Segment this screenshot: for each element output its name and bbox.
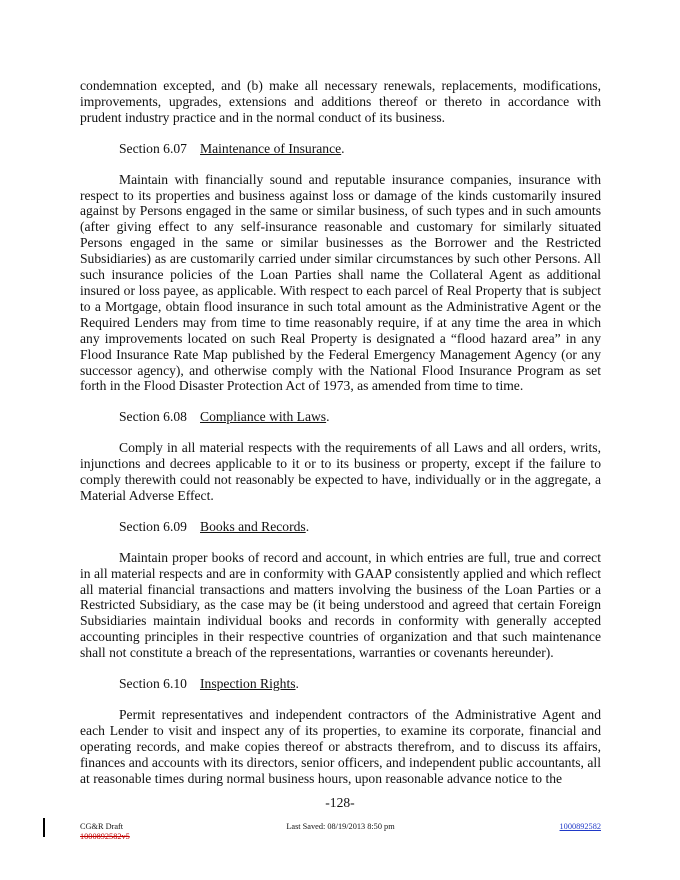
page-number: -128- [325, 795, 355, 810]
heading-period: . [305, 518, 310, 534]
section-number: Section 6.07 [119, 140, 187, 156]
revision-change-bar [43, 818, 45, 837]
section-body-6-08: Comply in all material respects with the requirements of all Laws and all orders, writs, injunctions and decrees applicable to it or to its business or property, except if the failure to comply therewith could not reasonably be expected to have, individually or in the aggregate, a Material Adverse Effect. [80, 440, 601, 503]
section-number: Section 6.10 [119, 676, 187, 692]
section-heading-6-09 [119, 519, 601, 535]
section-title: Compliance with Laws [200, 409, 327, 425]
section-number: Section 6.09 [119, 518, 187, 534]
section-body-6-10: Permit representatives and independent contractors of the Administrative Agent and each Lender to visit and inspect any of its properties, to examine its corporate, financial and operating records, and make copies thereof or abstracts therefrom, and to discuss its affairs, finances and accounts with its directors, senior officers, and independent public accountants, all at reasonable times during normal business hours, upon reasonable advance notice to the [80, 707, 601, 786]
section-heading-6-07 [119, 141, 601, 157]
heading-period: . [295, 676, 299, 692]
struck-document-id: 1000892582v5 [80, 832, 130, 841]
section-body-6-09: Maintain proper books of record and account, in which entries are full, true and correct in all material respects and are in conformity with GAAP consistently applied and which reflect all material financial transactions and matters involving the business of the Loan Parties or a Restricted Subsidiary, as the case may be (it being understood and agreed that certain Foreign Subsidiaries maintain individual books and records in conformity with generally accepted accounting principles in their respective countries of organization and that such maintenance shall not constitute a breach of the representations, warranties or covenants hereunder). [80, 549, 601, 661]
section-number: Section 6.08 [119, 409, 187, 425]
section-heading-6-08 [119, 409, 601, 425]
section-title: Inspection Rights [200, 676, 296, 692]
section-body-6-07: Maintain with financially sound and reputable insurance companies, insurance with respect to its properties and business against loss or damage of the kinds customarily insured against by Persons engaged in the same or similar business, of such types and in such amounts (after giving effect to any self-insurance reasonable and customary for similarly situated Persons engaged in the same or similar businesses as the Borrower and the Restricted Subsidiaries) as are customarily carried under similar circumstances by such other Persons. All such insurance policies of the Loan Parties shall name the Collateral Agent as additional insured or loss payee, as applicable. With respect to each parcel of Real Property that is subject to a Mortgage, obtain flood insurance in such total amount as the Administrative Agent or the Required Lenders may from time to time reasonably require, if at any time the area in which any improvements located on such Real Property is designated a “flood hazard area” in any Flood Insurance Rate Map published by the Federal Emergency Management Agency (or any successor agency), and otherwise comply with the National Flood Insurance Program as set forth in the Flood Disaster Protection Act of 1973, as amended from time to time. [80, 171, 601, 394]
draft-label: CG&R Draft [80, 822, 124, 831]
section-heading-6-10 [119, 676, 601, 692]
paragraph-continuation: condemnation excepted, and (b) make all necessary renewals, replacements, modifications, improvements, upgrades, extensions and additions thereof or thereto in accordance with prudent industry practice and in the normal conduct of its business. [80, 78, 601, 125]
last-saved: Last Saved: 08/19/2013 8:50 pm [286, 822, 395, 831]
heading-period: . [341, 140, 345, 156]
section-title: Books and Records [200, 518, 306, 534]
heading-period: . [326, 409, 330, 425]
document-id-link[interactable]: 1000892582 [559, 822, 601, 831]
document-body [80, 78, 601, 802]
section-title: Maintenance of Insurance [200, 140, 342, 156]
